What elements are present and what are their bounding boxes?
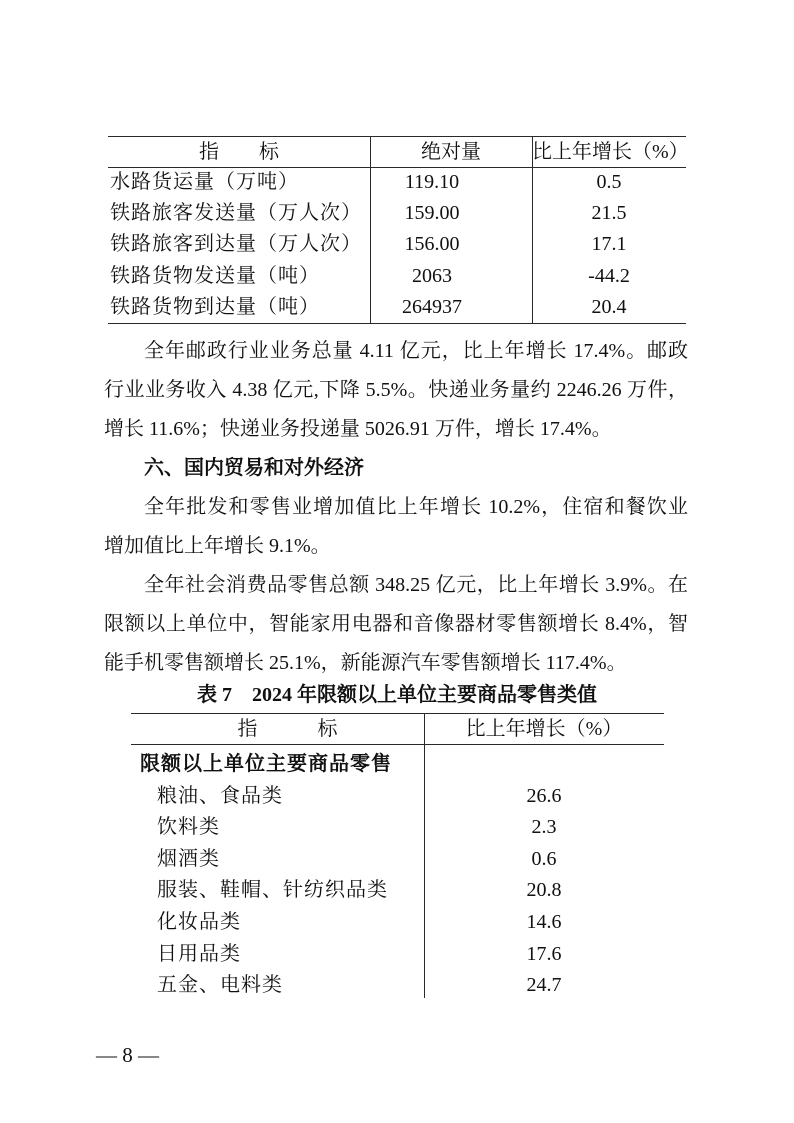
table-header-row	[131, 713, 664, 744]
row-indicator: 饮料类	[157, 816, 220, 839]
paragraph-line: 全年社会消费品零售总额 348.25 亿元，比上年增长 3.9%。在	[144, 574, 688, 596]
table-rule-bottom	[108, 323, 686, 324]
group-value-empty	[424, 749, 664, 781]
paragraph-line: 限额以上单位中，智能家用电器和音像器材零售额增长 8.4%，智	[104, 613, 688, 635]
header-growth-rate: 比上年增长（%）	[532, 141, 689, 163]
table-row	[108, 229, 686, 260]
row-growth-rate: 26.6	[526, 784, 562, 807]
table-row	[131, 970, 664, 1002]
row-growth-rate: 14.6	[526, 910, 562, 933]
table-row	[108, 261, 686, 292]
table-row	[131, 812, 664, 844]
group-label: 限额以上单位主要商品零售	[140, 753, 392, 775]
row-growth-rate: -44.2	[588, 264, 630, 287]
trade-paragraph	[104, 488, 688, 566]
page-number: — 8 —	[96, 1043, 159, 1067]
paragraph-line: 行业业务收入 4.38 亿元,下降 5.5%。快递业务量约 2246.26 万件，	[104, 379, 688, 401]
table-row	[108, 292, 686, 323]
row-absolute-value: 119.10	[404, 171, 460, 193]
row-growth-rate: 20.8	[526, 879, 562, 902]
row-indicator: 粮油、食品类	[157, 784, 283, 807]
row-growth-rate: 0.5	[596, 171, 622, 193]
table-row	[108, 167, 686, 198]
row-indicator: 铁路旅客到达量（万人次）	[110, 233, 362, 256]
row-growth-rate: 17.1	[591, 233, 627, 256]
header-indicator: 指 标	[199, 141, 279, 163]
row-indicator: 化妆品类	[157, 910, 241, 933]
row-absolute-value: 2063	[412, 264, 452, 287]
transport-stats-table	[108, 136, 689, 324]
section-heading: 六、国内贸易和对外经济	[144, 457, 364, 479]
row-absolute-value: 156.00	[404, 233, 460, 256]
table-header-row	[108, 136, 689, 167]
row-indicator: 铁路货物到达量（吨）	[110, 295, 320, 318]
row-growth-rate: 2.3	[531, 816, 557, 839]
retail-goods-table	[131, 713, 664, 1003]
table-row	[131, 939, 664, 971]
row-indicator: 五金、电料类	[157, 974, 283, 997]
table7-title: 表 7 2024 年限额以上单位主要商品零售类值	[197, 684, 597, 706]
header-absolute-value: 绝对量	[421, 141, 481, 163]
row-indicator: 烟酒类	[157, 847, 220, 870]
table-group-row	[131, 749, 664, 781]
retail-paragraph	[104, 566, 688, 683]
paragraph-line: 全年邮政行业业务总量 4.11 亿元，比上年增长 17.4%。邮政	[144, 340, 688, 362]
row-absolute-value: 159.00	[404, 202, 460, 225]
row-growth-rate: 24.7	[526, 974, 562, 997]
table-row	[131, 875, 664, 907]
paragraph-line: 全年批发和零售业增加值比上年增长 10.2%，住宿和餐饮业	[144, 496, 688, 518]
body-text	[104, 332, 688, 683]
table-row	[108, 198, 686, 229]
table-row	[131, 844, 664, 876]
postal-paragraph	[104, 332, 688, 449]
paragraph-line: 增长 11.6%；快递业务投递量 5026.91 万件，增长 17.4%。	[104, 418, 612, 440]
row-indicator: 服装、鞋帽、针纺织品类	[157, 879, 388, 902]
paragraph-line: 增加值比上年增长 9.1%。	[104, 535, 331, 557]
row-indicator: 铁路旅客发送量（万人次）	[110, 202, 362, 225]
table-row	[131, 907, 664, 939]
row-indicator: 铁路货物发送量（吨）	[110, 264, 320, 287]
header-growth-rate: 比上年增长（%）	[465, 718, 623, 740]
header-indicator: 指 标	[237, 718, 338, 740]
table-rule-header	[131, 744, 664, 745]
row-growth-rate: 17.6	[526, 942, 562, 965]
row-indicator: 日用品类	[157, 942, 241, 965]
row-growth-rate: 21.5	[591, 202, 627, 225]
table-body	[108, 167, 686, 323]
table-body	[131, 749, 664, 1002]
table-row	[131, 781, 664, 813]
row-indicator: 水路货运量（万吨）	[110, 171, 299, 193]
row-absolute-value: 264937	[402, 295, 462, 318]
row-growth-rate: 0.6	[531, 847, 557, 870]
paragraph-line: 能手机零售额增长 25.1%，新能源汽车零售额增长 117.4%。	[104, 652, 627, 674]
row-growth-rate: 20.4	[591, 295, 627, 318]
